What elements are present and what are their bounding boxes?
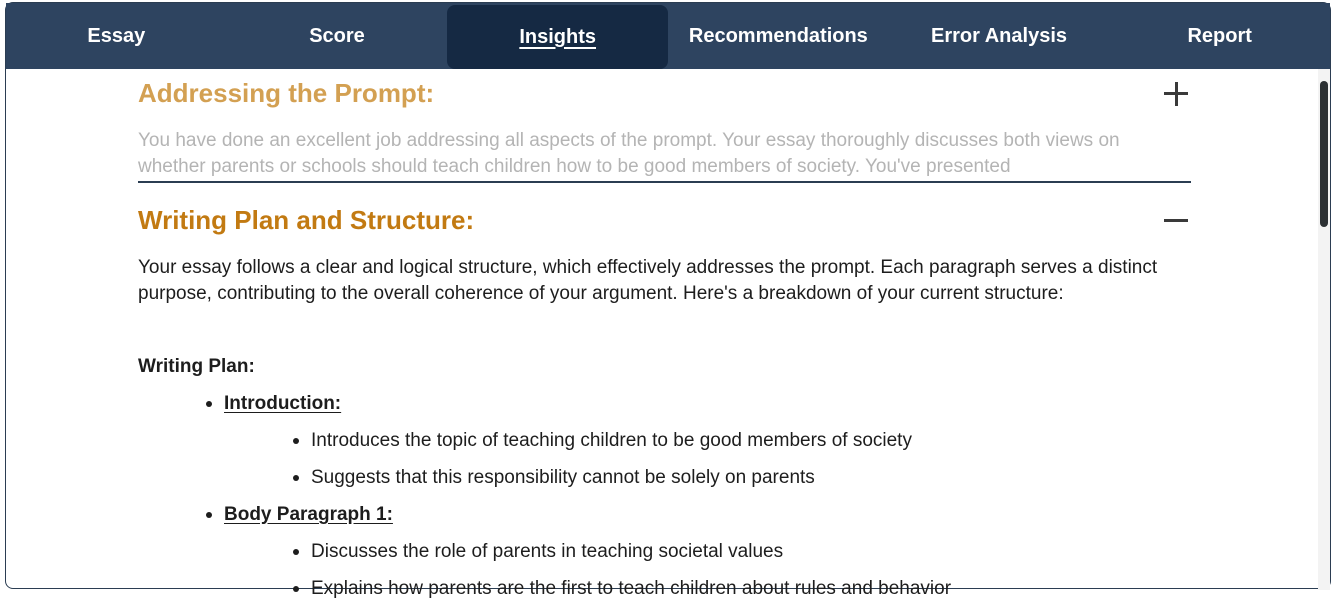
tab-bar: [6, 3, 1330, 69]
tab-insights[interactable]: Insights: [447, 5, 668, 69]
plan-heading: Introduction:: [206, 393, 341, 415]
plan-heading: Body Paragraph 1:: [206, 504, 393, 526]
structure-section-title: Writing Plan and Structure:: [138, 205, 475, 235]
structure-intro-text: Your essay follows a clear and logical structure, which effectively addresses the prompt. Each paragraph serves a distinct purpose, contributing to the overall coherence of your argument. Here's a breakdown of your current structure:: [138, 257, 1158, 304]
tab-error-analysis[interactable]: Error Analysis: [931, 24, 1068, 47]
section-divider: [138, 181, 1191, 183]
tab-recommendations[interactable]: Recommendations: [688, 24, 868, 47]
tab-essay[interactable]: Essay: [87, 24, 146, 47]
insights-content: [6, 69, 1318, 599]
scrollbar[interactable]: [1318, 69, 1330, 590]
expand-icon[interactable]: [1162, 80, 1190, 108]
scrollbar-thumb[interactable]: [1320, 81, 1328, 227]
tab-report[interactable]: Report: [1187, 24, 1252, 47]
plan-point: Explains how parents are the first to teach children about rules and behavior: [293, 578, 951, 600]
structure-section-header[interactable]: [138, 205, 1191, 236]
prompt-section-title: Addressing the Prompt:: [138, 78, 435, 108]
writing-plan-label: Writing Plan:: [138, 356, 255, 377]
prompt-section-header[interactable]: [138, 78, 1191, 109]
prompt-section-preview: You have done an excellent job addressing all aspects of the prompt. Your essay thoroughly discusses both views on whether parents or schools should teach children how to be good members of society. You've presented: [138, 130, 1120, 177]
collapse-icon[interactable]: [1162, 207, 1190, 235]
plan-point: Suggests that this responsibility cannot be solely on parents: [293, 467, 815, 489]
app-frame: [5, 2, 1331, 599]
plan-point: Introduces the topic of teaching children to be good members of society: [293, 430, 912, 452]
tab-score[interactable]: Score: [309, 24, 365, 47]
plan-point: Discusses the role of parents in teaching societal values: [293, 541, 783, 563]
